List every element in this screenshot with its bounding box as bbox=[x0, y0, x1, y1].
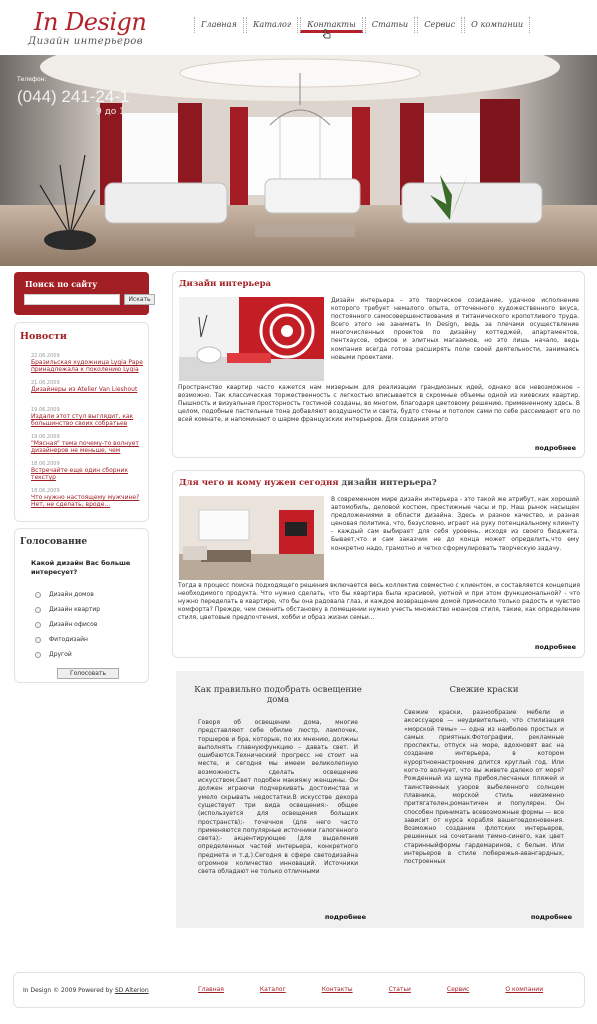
footer-link-home[interactable]: Главная bbox=[198, 986, 224, 993]
radio-button[interactable] bbox=[35, 652, 41, 658]
news-item bbox=[31, 353, 147, 380]
nav-item-home[interactable]: Главная bbox=[194, 17, 244, 33]
article-photo bbox=[179, 496, 324, 580]
search-title: Поиск по сайту bbox=[25, 279, 98, 289]
nav-item-about[interactable]: О компании bbox=[464, 17, 530, 33]
nav-item-articles[interactable]: Статьи bbox=[365, 17, 415, 33]
news-link[interactable]: "Мясная" тема почему-то волнует дизайнеров не меньше, чем bbox=[31, 440, 139, 454]
column-title[interactable]: Свежие краски bbox=[449, 685, 519, 695]
news-item bbox=[31, 407, 147, 434]
footer-link-catalog[interactable]: Каталог bbox=[259, 986, 286, 993]
news-link[interactable]: Бразильская художница Lygia Pape принадлежала к поколению Lygia bbox=[31, 359, 143, 373]
poll-options bbox=[35, 587, 100, 662]
news-item bbox=[31, 380, 147, 407]
poll-panel bbox=[14, 528, 149, 683]
footer-link-articles[interactable]: Статьи bbox=[388, 986, 411, 993]
phone-label: Телефон: bbox=[17, 76, 47, 83]
poll-title: Голосование bbox=[20, 537, 88, 547]
copyright-text: In Design © 2009 Powered by bbox=[23, 987, 113, 994]
news-date: 22.06.2009 bbox=[31, 353, 60, 359]
article-title[interactable]: Дизайн интерьера bbox=[179, 279, 272, 289]
nav-item-service[interactable]: Сервис bbox=[417, 17, 462, 33]
news-link[interactable]: Что нужно настоящему мужчине? Нет, не сделать, вроде... bbox=[31, 494, 140, 508]
search-input[interactable] bbox=[24, 294, 120, 305]
radio-button[interactable] bbox=[35, 622, 41, 628]
poll-question: Какой дизайн Вас больше интересует? bbox=[31, 559, 131, 576]
article-why-design bbox=[172, 470, 585, 658]
poll-option-label: Фитодизайн bbox=[49, 636, 88, 643]
article-intro: Дизайн интерьера – это творческое созидание, удачное исполнение которого требует немалого опыта, отточенного художественного вкуса, постоянного самосовершенствования и титанического кропотливого труда. Всего этого не занимать In Design, ведь за плечами осуществление многочисленных проектов по дизайну коттеджей, апартаментов, пентхаусов, офисов и элитных магазинов, но это лишь начало, ведь компания всегда готова расширять поле своей деятельности, занимаясь новыми проектами. bbox=[331, 297, 579, 361]
article-interior-design bbox=[172, 271, 585, 458]
article-title[interactable] bbox=[179, 478, 437, 488]
news-link[interactable]: Издали этот стул выглядит, как большинство своих собратьев bbox=[31, 413, 134, 427]
news-list bbox=[31, 353, 147, 515]
poll-option-label: Дизайн квартир bbox=[49, 606, 101, 613]
logo-tagline: Дизайн интерьеров bbox=[28, 36, 144, 47]
column-body: Говоря об освещении дома, многие представляют себе обилие люстр, лампочек, торшеров и бра, которые, по их мнению, должны выполнять главнуюфункцию – давать свет. И ошибаются.Технический прогресс не стоит на месте, и сегодня мы имеем великолепную возможность сделать освещение искусством.Свет подобен макияжу женщины. Он должен играючи подчеркивать достоинства и умело скрывать недостатки.В искусстве декора существует три вида освещения:- общее (используется для освещения больших пространств);- точечное (для него часто применяются популярные источники галогенного света);- акцентирующее (для выделения определенных частей интерьера, конкретного предмета и т.д.).Сегодня в сфере светодизайна огромное количество инноваций. Источники света обладают не только отличными bbox=[198, 719, 359, 876]
radio-button[interactable] bbox=[35, 607, 41, 613]
poll-option-label: Дизайн офисов bbox=[49, 621, 98, 628]
news-title: Новости bbox=[20, 331, 67, 342]
hero-banner bbox=[0, 55, 597, 266]
nav-item-catalog[interactable]: Каталог bbox=[246, 17, 298, 33]
news-item bbox=[31, 488, 147, 515]
read-more-link[interactable]: подробнее bbox=[534, 444, 576, 452]
poll-option[interactable] bbox=[35, 647, 100, 662]
read-more-link[interactable]: подробнее bbox=[530, 913, 572, 921]
article-intro: В современном мире дизайн интерьера - это такой же атрибут, как хороший автомобиль, деловой костюм, престижные часы и пр. Наш рынок насыщен предложениями в области дизайна. Здесь и разное качество, и разная ценовая политика, что, безусловно, играет на руку потенциальному клиенту - каждый сам выбирает для себя уровень, исходя из своего бюджета. Бывает,что и сам заказчик не до конца может определить,что ему конкретно надо, грамотно и четко сформулировать творческую задачу. bbox=[331, 496, 579, 552]
footer-link-about[interactable]: О компании bbox=[505, 986, 544, 993]
read-more-link[interactable]: подробнее bbox=[534, 643, 576, 651]
site-logo[interactable] bbox=[24, 6, 164, 48]
logo-brand: In Design bbox=[34, 8, 147, 36]
radio-button[interactable] bbox=[35, 592, 41, 598]
copyright bbox=[23, 987, 149, 994]
phone-number: (044) 241-24-1 bbox=[17, 87, 130, 106]
news-date: 18.06.2009 bbox=[31, 461, 60, 467]
poll-option[interactable] bbox=[35, 587, 100, 602]
top-navigation bbox=[194, 17, 532, 35]
news-item bbox=[31, 434, 147, 461]
news-link[interactable]: Встречайте еще один сборник текстур bbox=[31, 467, 129, 481]
footer-navigation bbox=[198, 986, 543, 993]
article-body: Тогда в процесс поиска подходящего решения включается весь коллектив совместно с клиентом, и составляется концепция необходимого продукта. Что нужно сделать, что бы квартира была красивой, уютной и при этом функциональной? - что нужно переделать в квартире, что бы она радовала глаз, и каждое возвращение домой приносило только радость и чувство комфорта? Прежде, чем сменить обстановку в помещении нужно учесть множество нюансов стиля, такие, как определение стиля, цветовые предпочтения, хобби и образ жизни семьи... bbox=[178, 582, 580, 622]
poll-option[interactable] bbox=[35, 632, 100, 647]
poll-option[interactable] bbox=[35, 617, 100, 632]
article-title-part2: дизайн интерьера? bbox=[341, 478, 437, 488]
article-photo bbox=[179, 297, 324, 381]
footer-link-service[interactable]: Сервис bbox=[446, 986, 470, 993]
news-date: 21.06.2009 bbox=[31, 380, 60, 386]
news-panel bbox=[14, 322, 149, 522]
featured-articles bbox=[176, 671, 584, 928]
poll-option-label: Другой bbox=[49, 651, 72, 658]
nav-item-contacts[interactable]: Контакты bbox=[300, 17, 363, 33]
hand-cursor-icon bbox=[323, 29, 331, 39]
article-title-part1: Для чего и кому нужен сегодня bbox=[179, 478, 339, 488]
column-title[interactable]: Как правильно подобрать освещение дома bbox=[194, 685, 362, 705]
news-item bbox=[31, 461, 147, 488]
search-panel bbox=[14, 272, 149, 315]
powered-by-link[interactable]: SD Alterion bbox=[114, 987, 149, 994]
news-date: 18.06.2009 bbox=[31, 488, 60, 494]
news-date: 19.06.2009 bbox=[31, 434, 60, 440]
read-more-link[interactable]: подробнее bbox=[324, 913, 366, 921]
column-body: Свежие краски, разнообразие мебели и аксессуаров — неудивительно, что стилизация «морской темы» — одна из наиболее простых и самых приятных.Фотографии, рекламные проспекты, отпуск на море, вдохновят вас на создание интерьера, в котором курортноенастроение длится круглый год. Или кого-то волнует, что вы живете далеко от моря?Рожденный из шума прибоя,песчаных пляжей и таинственных узоров выбеленного солнцем плавника, морской стиль неизменно притягателен,романтичен и популярен. Он способен принимать всевозможные формы — все зависит от курса корабля вашеговдохновения. Возможно создание флотских интерьеров, решенных на сочетании темно-синего, как цвет старинныйформы гардемаринов, с белым. Или интерьеров в стиле побережья-авангардных, построенных bbox=[404, 709, 564, 866]
vote-button[interactable]: Голосовать bbox=[57, 668, 119, 679]
search-button[interactable]: Искать bbox=[124, 294, 155, 305]
poll-option-label: Дизайн домов bbox=[49, 591, 94, 598]
page-footer bbox=[13, 972, 585, 1008]
poll-option[interactable] bbox=[35, 602, 100, 617]
article-lighting bbox=[188, 685, 368, 921]
footer-link-contacts[interactable]: Контакты bbox=[321, 986, 353, 993]
article-body: Пространство квартир часто кажется нам мизерным для реализации грандиозных идей, однако все невозможное – возможно. Так классическая торжественность с легкостью вписывается в скромные объемы одной из киевских квартир. Пышность и визуальная просторность гостиной созданы, во многом, благодаря цветовому решению, примененному здесь. В целом, подобные пастельные тона добавляют воздушности и света, будто стены и потолок сами по себе рассеивают его по всей комнате, и напоминают о шарме французских интерьеров. Для создания этого bbox=[178, 384, 580, 424]
radio-button[interactable] bbox=[35, 637, 41, 643]
article-fresh-colors bbox=[394, 685, 574, 921]
working-hours: 9 до 1 bbox=[96, 107, 125, 117]
news-link[interactable]: Дизайнеры из Atelier Van Lieshout bbox=[31, 386, 138, 393]
news-date: 19.06.2009 bbox=[31, 407, 60, 413]
